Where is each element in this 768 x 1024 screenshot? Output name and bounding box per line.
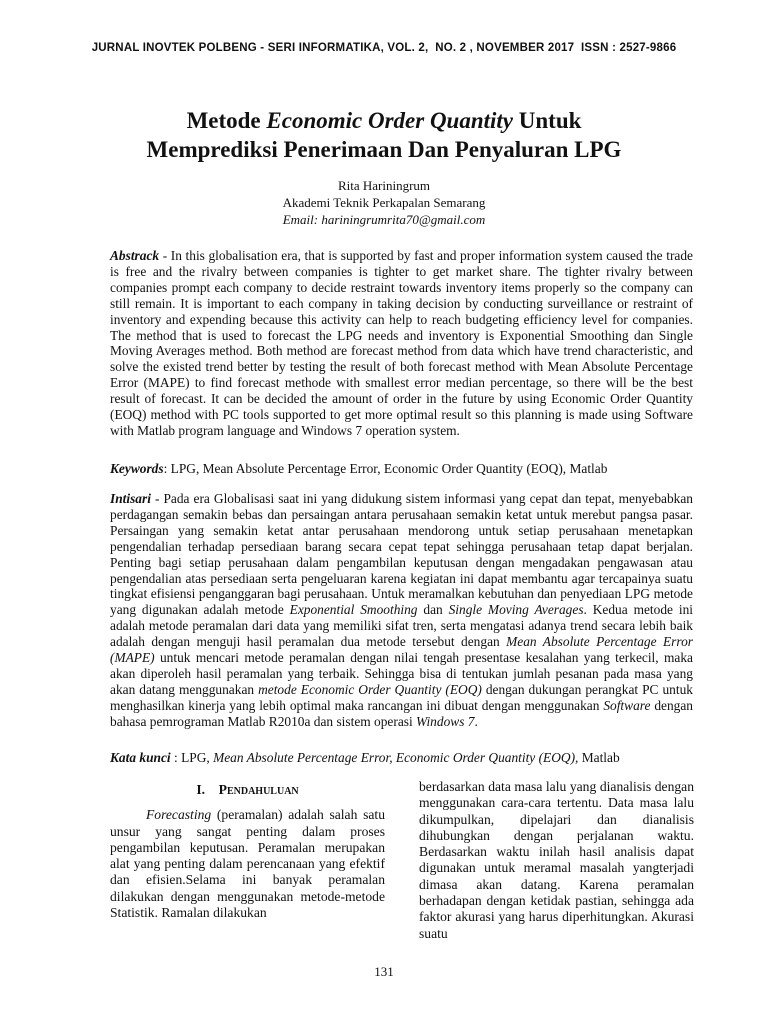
intisari-text-1: - Pada era Globalisasi saat ini yang didukung sistem informasi yang cepat dan tepat, menyebabkan perdagangan semakin bebas dan persaingan antara perusahaan semakin ketat untuk merebut pangsa pasar. Persaingan yang semakin ketat antar perusahaan mendorong untuk setiap perusahaan menetapkan pengendalian terhadap persediaan barang secara cepat tepat sehingga perusahaan tetap dapat berjalan. Penting bagi setiap perusahaan dalam pengambilan keputusan dengan mengadakan pengawasan atau pengendalian atas persediaan serta pengeluaran karena kegiatan ini dapat membantu agar tercapainya suatu tingkat efisiensi penganggaran bagi perusahaan. Untuk meramalkan kebutuhan dan penyediaan LPG metode yang digunakan adalah metode — [110, 491, 693, 618]
left-column — [110, 782, 385, 921]
intisari-italic-4: metode Economic Order Quantity (EOQ) — [258, 681, 482, 697]
keywords-label: Keywords — [110, 461, 164, 476]
intisari-label: Intisari — [110, 491, 151, 506]
abstract — [110, 248, 693, 439]
section-number: I. — [196, 782, 206, 797]
intisari-italic-2: Single Moving Averages — [448, 602, 584, 618]
keywords-text: : LPG, Mean Absolute Percentage Error, Economic Order Quantity (EOQ), Matlab — [163, 461, 608, 476]
kata-kunci — [110, 750, 693, 766]
author-email: Email: hariningrumrita70@gmail.com — [282, 212, 486, 227]
intisari-italic-6: Windows 7 — [416, 713, 475, 729]
intisari-text-6: dengan bahasa pemrograman Matlab R2010a dan sistem operasi — [110, 697, 693, 729]
author-name: Rita Hariningrum — [337, 178, 431, 193]
intro-paragraph-1-text: (peramalan) adalah salah satu unsur yang sangat penting dalam proses pengambilan keputusan. Peramalan merupakan alat yang penting dalam perencanaan yang efektif dan efisien.Selama ini banyak peramalan dilakukan dengan menggunakan metode-metode Statistik. Ramalan dilakukan — [110, 807, 385, 921]
kata-kunci-label: Kata kunci — [110, 750, 171, 765]
page-number: 131 — [374, 964, 394, 979]
intro-paragraph-1 — [110, 807, 385, 921]
intisari-text-4: untuk mencari metode peramalan dengan nilai tengah presentase kesalahan yang terkecil, maka akan diperoleh hasil peramalan yang terbaik. Sehingga bisa di tentukan jumlah pesanan pada masa yang akan datang menggunakan — [110, 650, 693, 697]
intisari-text-7: . — [474, 713, 478, 729]
paper-title — [60, 106, 708, 164]
intisari-italic-1: Exponential Smoothing — [289, 602, 418, 618]
intisari-text-3: . Kedua metode ini adalah metode peramalan dari data yang memiliki sifat tren, serta mengatasi adanya trend secara lebih baik adalah dengan menguji hasil peramalan dua metode tersebut dengan — [110, 602, 693, 650]
title-suffix: Untuk — [513, 108, 582, 133]
abstract-text: - In this globalisation era, that is supported by fast and proper information system caused the trade is free and the rivalry between companies is tighter to get market share. The tighter rivalry between companies prompt each company to decide restraint towards inventory items properly so the company can still remain. It is important to each company in taking decision by conducting surveillance or restraint of inventory and expending because this activity can help to reach budgeting efficiency level for companies. The method that is used to forecast the LPG needs and inventory is Exponential Smoothing dan Single Moving Averages method. Both method are forecast method from data which have trend characteristic, and solve the existed trend better by testing the result of both forecast method with Mean Absolute Percentage Error (MAPE) to find forecast methode with smallest error median percentage, so there will be the best result of forecast. It can be decided the amount of order in the future by using Economic Order Quantity (EOQ) method with PC tools supported to get more optimal result so this planning is made using Software with Matlab program language and Windows 7 operation system. — [110, 248, 693, 438]
author-affiliation: Akademi Teknik Perkapalan Semarang — [282, 195, 486, 210]
intisari-text-5: dengan dukungan perangkat PC untuk menghasilkan kinerja yang lebih optimal maka rancangan ini dibuat dengan menggunakan — [110, 681, 693, 713]
intisari-italic-3: Mean Absolute Percentage Error (MAPE) — [110, 634, 693, 666]
abstract-label: Abstrack — [110, 248, 160, 263]
intisari — [110, 491, 693, 730]
intisari-italic-5: Software — [603, 697, 651, 713]
keywords — [110, 461, 693, 477]
author-block — [0, 177, 768, 228]
title-line2: Memprediksi Penerimaan Dan Penyaluran LPG — [146, 137, 622, 162]
intisari-text-2: dan — [417, 602, 449, 618]
section-title-rest: endahuluan — [226, 782, 299, 797]
intro-italic-term: Forecasting — [146, 807, 212, 823]
section-title-initial: P — [218, 782, 227, 797]
title-italic: Economic Order Quantity — [266, 108, 514, 133]
right-column — [419, 779, 694, 942]
journal-header: JURNAL INOVTEK POLBENG - SERI INFORMATIKA, VOL. 2, NO. 2 , NOVEMBER 2017 ISSN : 2527-9866 — [91, 42, 677, 54]
kata-kunci-text-2: Matlab — [578, 750, 620, 765]
intro-paragraph-2: berdasarkan data masa lalu yang dianalisis dengan menggunakan cara-cara tertentu. Data masa lalu dikumpulkan, dipelajari dan dianalisis dihubungkan dengan perjalanan waktu. Berdasarkan waktu inilah hasil analisis dapat digunakan untuk meramal masalah yangterjadi dimasa akan datang. Karena peramalan berhadapan dengan ketidak pastian, sehingga ada faktor akurasi yang harus diperhitungkan. Akurasi suatu — [419, 779, 694, 941]
kata-kunci-italic: Mean Absolute Percentage Error, Economic Order Quantity (EOQ), — [213, 750, 579, 765]
kata-kunci-text-1: : LPG, — [170, 750, 214, 765]
section-heading — [110, 782, 385, 798]
title-prefix: Metode — [186, 108, 267, 133]
